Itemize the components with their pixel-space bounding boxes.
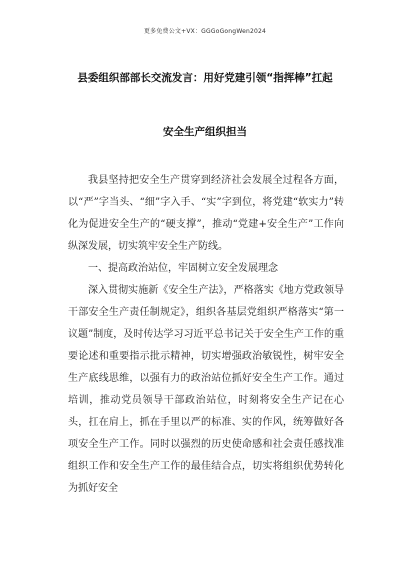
document-title-line-2: 安全生产组织担当 xyxy=(163,126,247,138)
document-title-line-1: 县委组织部部长交流发言：用好党建引领“指挥棒”扛起 xyxy=(77,72,333,84)
paragraph-section-1: 深入贯彻实施新《安全生产法》，严格落实《地方党政领导干部安全生产责任制规定》，组织各基层党组织严格落实“第一议题”制度，及时传达学习习近平总书记关于安全生产工作的重要论述和重要指示批示精神，切实增强政治敏锐性，树牢安全生产底线思维，以强有力的政治站位抓好安全生产工作。通过培训，推动党员领导干部政治站位，时刻将安全生产记在心头，扛在肩上，抓在手里以严的标准、实的作风，统筹做好各项安全生产工作。同时以强烈的历史使命感和社会责任感找准组织工作和安全生产工作的最佳结合点，切实将组织优势转化为抓好安全 xyxy=(68,285,344,494)
paragraph-intro: 我县坚持把安全生产贯穿到经济社会发展全过程各方面，以“严”字当头、“细”字入手、“实”字到位，将党建“软实力”转化为促进安全生产的“硬支撑”，推动“党建+安全生产”工作向纵深发展，切实筑牢安全生产防线。 xyxy=(68,175,344,252)
header-note: 更多免费公文+VX：GGGoGongWen2024 xyxy=(143,28,267,35)
section-heading-1: 一、提高政治站位，牢固树立安全发展理念 xyxy=(88,263,278,274)
document-body xyxy=(68,170,344,500)
